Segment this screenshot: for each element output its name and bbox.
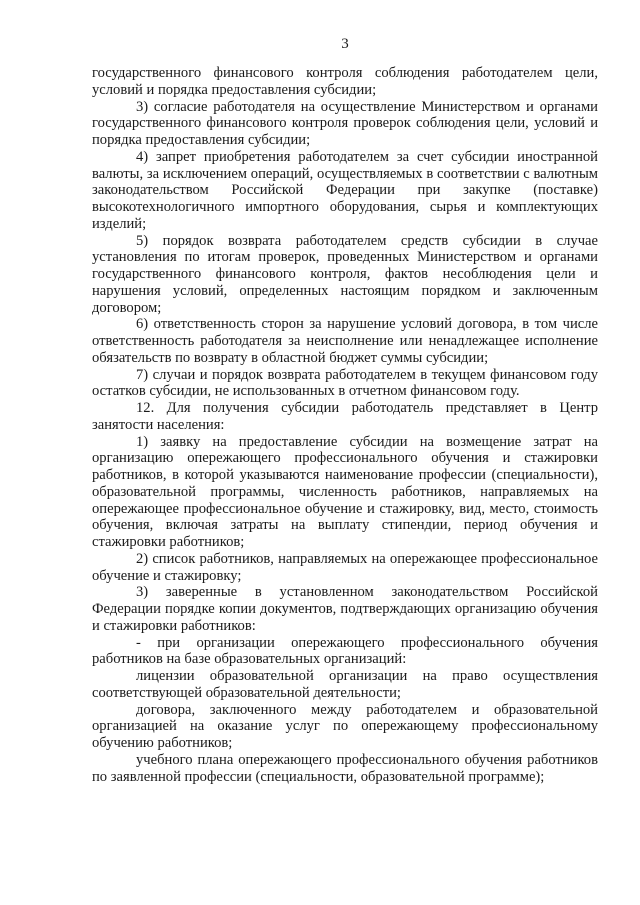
paragraph: государственного финансового контроля соблюдения работодателем цели, условий и порядка предоставления субсидии;	[92, 65, 598, 98]
paragraph: 2) список работников, направляемых на опережающее профессиональное обучение и стажировку;	[92, 550, 598, 584]
paragraph: 12. Для получения субсидии работодатель представляет в Центр занятости населения:	[92, 400, 598, 433]
document-body	[92, 65, 598, 785]
paragraph: договора, заключенного между работодателем и образовательной организацией на оказание услуг по опережающему профессиональному обучению работников;	[92, 701, 598, 751]
paragraph: 3) заверенные в установленном законодательством Российской Федерации порядке копии документов, подтверждающих организацию обучения и стажировки работников:	[92, 584, 598, 634]
paragraph: 1) заявку на предоставление субсидии на возмещение затрат на организацию опережающего профессионального обучения и стажировки работников, в которой указываются наименование профессии (специальности), образовательной программы, численность работников, направляемых на опережающее профессиональное обучение и стажировку, вид, место, стоимость обучения, включая затраты на выплату стипендии, период обучения и стажировки работников;	[92, 433, 598, 550]
paragraph: учебного плана опережающего профессионального обучения работников по заявленной профессии (специальности, образовательной программе);	[92, 751, 598, 785]
paragraph: - при организации опережающего профессионального обучения работников на базе образовательных организаций:	[92, 634, 598, 668]
page-number: 3	[341, 36, 349, 52]
paragraph: 5) порядок возврата работодателем средств субсидии в случае установления по итогам проверок, проведенных Министерством и органами государственного финансового контроля, фактов несоблюдения цели и нарушения условий, определенных настоящим порядком и заключенным договором;	[92, 232, 598, 316]
paragraph: лицензии образовательной организации на право осуществления соответствующей образовательной деятельности;	[92, 668, 598, 701]
paragraph: 3) согласие работодателя на осуществление Министерством и органами государственного финансового контроля проверок соблюдения цели, условий и порядка предоставления субсидии;	[92, 98, 598, 148]
paragraph: 7) случаи и порядок возврата работодателем в текущем финансовом году остатков субсидии, не использованных в отчетном финансовом году.	[92, 366, 598, 400]
paragraph: 4) запрет приобретения работодателем за счет субсидии иностранной валюты, за исключением операций, осуществляемых в соответствии с валютным законодательством Российской Федерации при закупке (поставке) высокотехнологичного импортного оборудования, сырья и комплектующих изделий;	[92, 148, 598, 232]
paragraph: 6) ответственность сторон за нарушение условий договора, в том числе ответственность работодателя за неисполнение или ненадлежащее исполнение обязательств по возврату в областной бюджет суммы субсидии;	[92, 316, 598, 366]
